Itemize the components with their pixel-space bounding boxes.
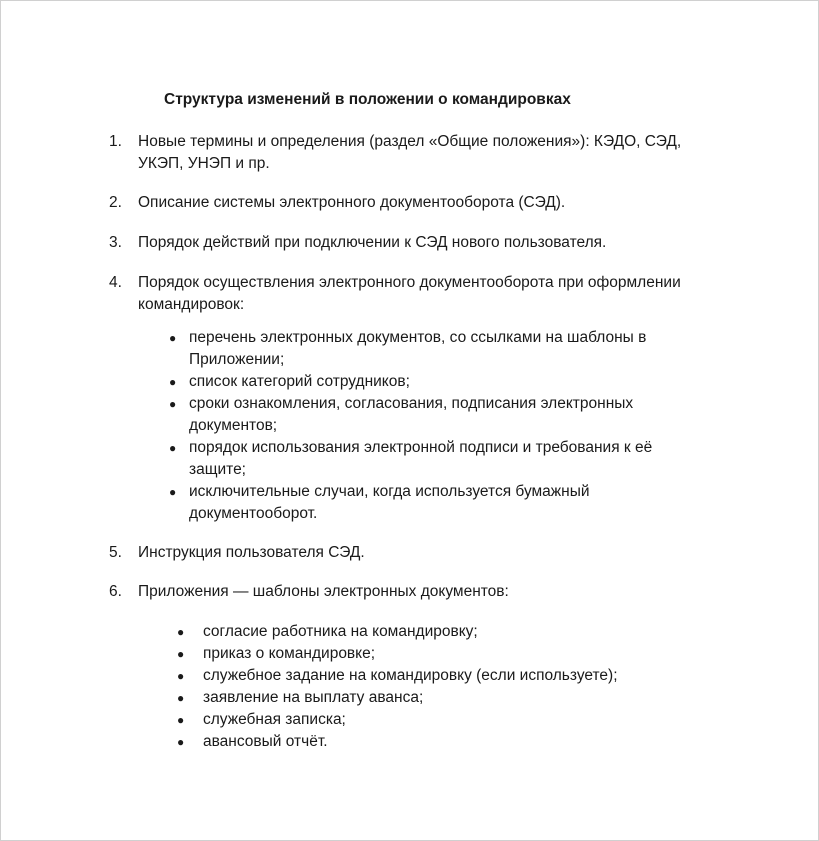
sub-list-item-line: заявление на выплату аванса; — [203, 689, 424, 706]
sub-list-item-text — [203, 709, 723, 731]
bullet-icon: ● — [169, 441, 177, 455]
list-item-line: командировок: — [138, 296, 245, 313]
sub-list-item-line: сроки ознакомления, согласования, подписания электронных — [189, 395, 634, 412]
sub-list-item-line: документооборот. — [189, 505, 318, 522]
sub-list-item-line: документов; — [189, 417, 278, 434]
sub-list-item-text — [189, 437, 709, 481]
list-item-number: 3. — [109, 234, 122, 251]
list-item-text — [138, 131, 738, 175]
sub-list-item-text — [203, 665, 723, 687]
list-item-line: Порядок осуществления электронного документооборота при оформлении — [138, 274, 681, 291]
sub-list-item-text — [203, 687, 723, 709]
bullet-icon: ● — [177, 625, 185, 639]
bullet-icon: ● — [169, 375, 177, 389]
bullet-icon: ● — [177, 735, 185, 749]
sub-list-item-text — [189, 481, 709, 525]
document-title: Структура изменений в положении о командировках — [164, 91, 571, 108]
sub-list-item-text — [203, 643, 723, 665]
list-item-number: 1. — [109, 133, 122, 150]
sub-list-item-line: защите; — [189, 461, 246, 478]
list-item-number: 4. — [109, 274, 122, 291]
list-item-line: Инструкция пользователя СЭД. — [138, 544, 365, 561]
sub-list-item-line: список категорий сотрудников; — [189, 373, 410, 390]
list-item-number: 2. — [109, 194, 122, 211]
list-item-line: Порядок действий при подключении к СЭД нового пользователя. — [138, 234, 607, 251]
list-item-number: 6. — [109, 583, 122, 600]
list-item-line: Новые термины и определения (раздел «Общие положения»): КЭДО, СЭД, — [138, 133, 682, 150]
list-item-text — [138, 232, 738, 254]
bullet-icon: ● — [169, 485, 177, 499]
sub-list-item-line: авансовый отчёт. — [203, 733, 328, 750]
sub-list-item-text — [189, 371, 709, 393]
sub-list-item-line: порядок использования электронной подписи и требования к её — [189, 439, 653, 456]
sub-list-item-line: приказ о командировке; — [203, 645, 376, 662]
bullet-icon: ● — [169, 331, 177, 345]
sub-list-item-line: служебное задание на командировку (если используете); — [203, 667, 618, 684]
bullet-icon: ● — [177, 669, 185, 683]
bullet-icon: ● — [177, 691, 185, 705]
list-item-text — [138, 581, 738, 603]
list-item-text — [138, 192, 738, 214]
list-item-text — [138, 272, 738, 316]
list-item-line: Описание системы электронного документооборота (СЭД). — [138, 194, 566, 211]
list-item-text — [138, 542, 738, 564]
bullet-icon: ● — [169, 397, 177, 411]
sub-list-item-line: Приложении; — [189, 351, 285, 368]
bullet-icon: ● — [177, 713, 185, 727]
list-item-line: УКЭП, УНЭП и пр. — [138, 155, 270, 172]
sub-list-item-text — [203, 621, 723, 643]
sub-list-item-line: служебная записка; — [203, 711, 346, 728]
list-item-line: Приложения — шаблоны электронных документов: — [138, 583, 509, 600]
sub-list-item-text — [189, 327, 709, 371]
sub-list-item-line: перечень электронных документов, со ссылками на шаблоны в — [189, 329, 647, 346]
sub-list-item-text — [189, 393, 709, 437]
sub-list-item-line: согласие работника на командировку; — [203, 623, 478, 640]
list-item-number: 5. — [109, 544, 122, 561]
sub-list-item-line: исключительные случаи, когда используется бумажный — [189, 483, 590, 500]
sub-list-item-text — [203, 731, 723, 753]
bullet-icon: ● — [177, 647, 185, 661]
